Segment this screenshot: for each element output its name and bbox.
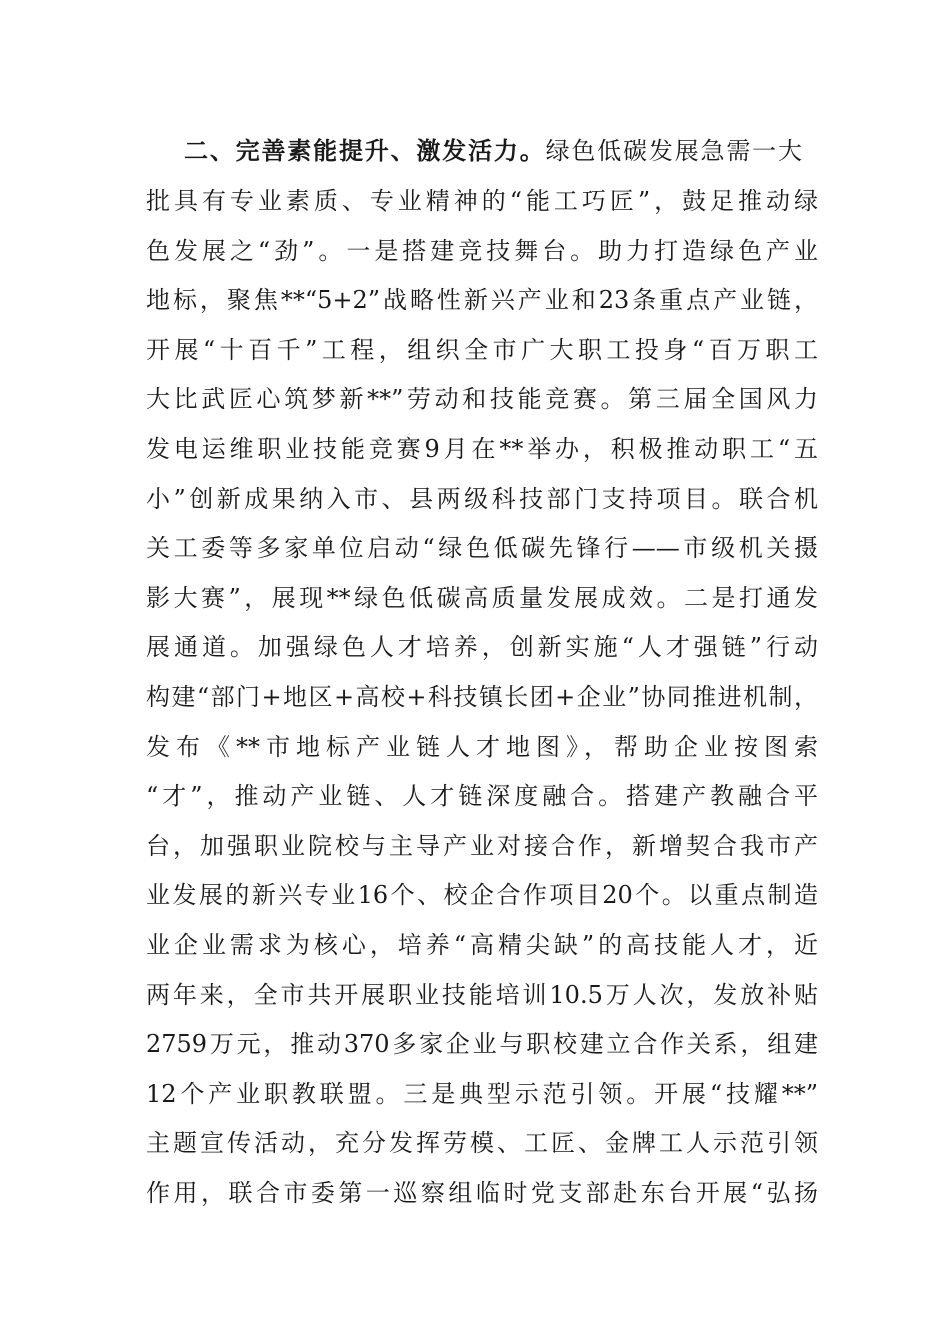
paragraph-line-8: 小”创新成果纳入市、县两级科技部门支持项目。联合机 [146,485,818,513]
paragraph-line-21: 主题宣传活动，充分发挥劳模、工匠、金牌工人示范引领 [146,1129,818,1157]
paragraph-text: 绿色低碳发展急需一大 [545,137,803,165]
paragraph-line-19: 2759万元，推动370多家企业与职校建立合作关系，组建 [146,1030,818,1058]
paragraph-line-13: 发布《**市地标产业链人才地图》，帮助企业按图索 [146,733,818,761]
section-heading: 二、完善素能提升、激发活力。 [184,136,546,165]
paragraph-line-1 [184,126,802,176]
paragraph-line-2: 批具有专业素质、专业精神的“能工巧匠”，鼓足推动绿 [146,187,818,215]
paragraph-line-7: 发电运维职业技能竞赛9月在**举办，积极推动职工“五 [146,435,818,463]
paragraph-line-3: 色发展之“劲”。一是搭建竞技舞台。助力打造绿色产业 [146,237,818,265]
paragraph-line-11: 展通道。加强绿色人才培养，创新实施“人才强链”行动 [146,633,818,661]
paragraph-line-10: 影大赛”，展现**绿色低碳高质量发展成效。二是打通发 [146,584,818,612]
paragraph-line-5: 开展“十百千”工程，组织全市广大职工投身“百万职工 [146,336,818,364]
paragraph-line-16: 业发展的新兴专业16个、校企合作项目20个。以重点制造 [146,881,818,909]
paragraph-line-6: 大比武匠心筑梦新**”劳动和技能竞赛。第三届全国风力 [146,385,818,413]
paragraph-line-14: “才”，推动产业链、人才链深度融合。搭建产教融合平 [146,782,818,810]
paragraph-line-17: 业企业需求为核心，培养“高精尖缺”的高技能人才，近 [146,931,818,959]
paragraph-line-22: 作用，联合市委第一巡察组临时党支部赴东台开展“弘扬 [146,1179,818,1207]
paragraph-line-9: 关工委等多家单位启动“绿色低碳先锋行——市级机关摄 [146,534,818,562]
paragraph-line-15: 台，加强职业院校与主导产业对接合作，新增契合我市产 [146,832,818,860]
paragraph-line-4: 地标，聚焦**“5+2”战略性新兴产业和23条重点产业链， [146,286,818,314]
paragraph-line-20: 12个产业职教联盟。三是典型示范引领。开展“技耀**” [146,1080,818,1108]
paragraph-line-18: 两年来，全市共开展职业技能培训10.5万人次，发放补贴 [146,981,818,1009]
paragraph-line-12: 构建“部门+地区+高校+科技镇长团+企业”协同推进机制， [146,683,818,711]
